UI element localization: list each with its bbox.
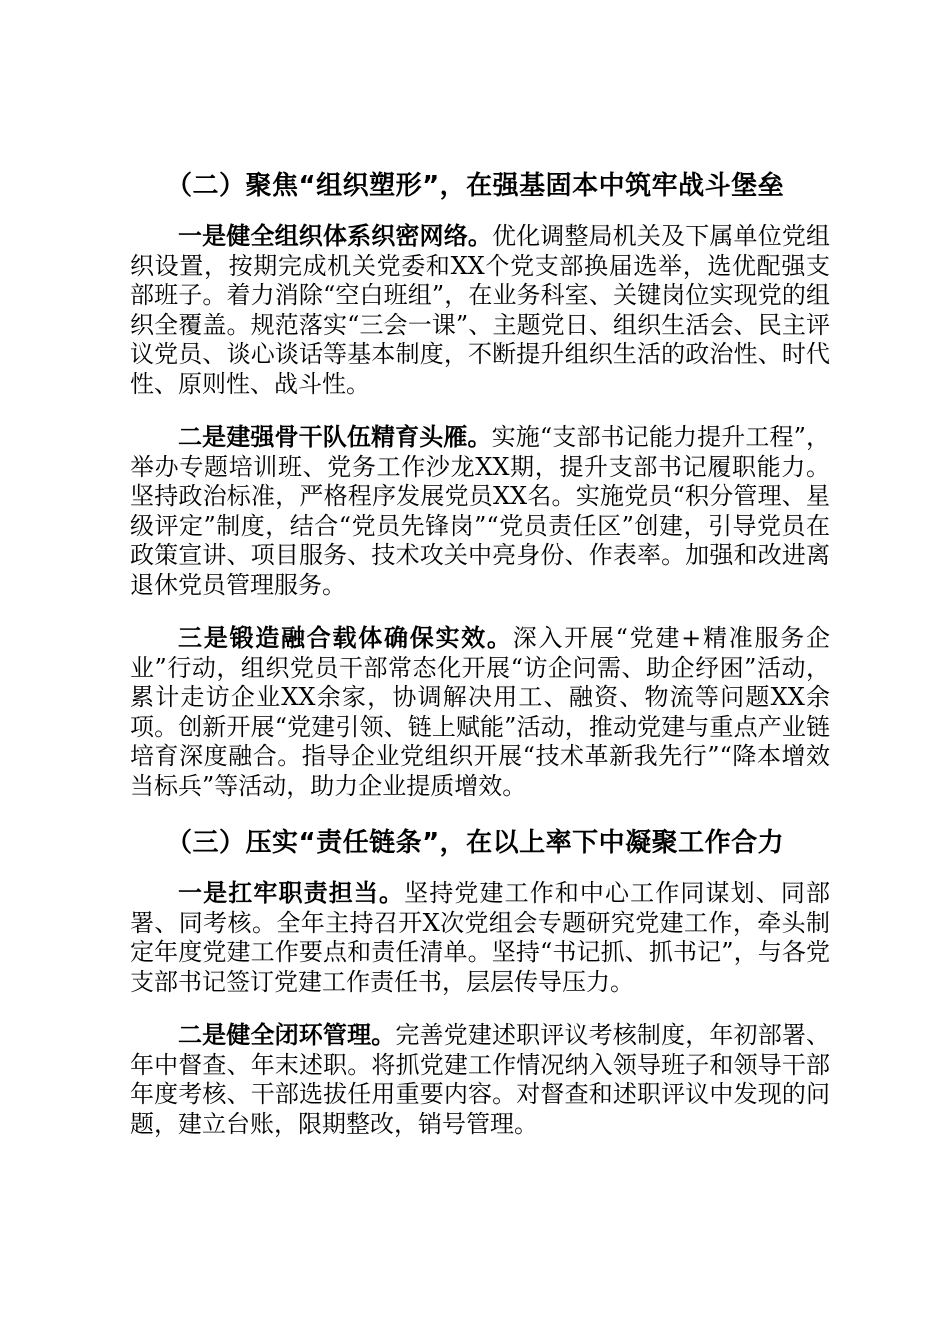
paragraph-body: 实施“支部书记能力提升工程”，举办专题培训班、党务工作沙龙XX期，提升支部书记履职能力。坚持政治标准，严格程序发展党员XX名。实施党员“积分管理、星级评定”制度，结合“党员先锋岗”“党员责任区”创建，引导党员在政策宣讲、项目服务、技术攻关中亮身份、作表率。加强和改进离退休党员管理服务。 — [130, 423, 831, 599]
paragraph — [130, 1021, 830, 1139]
document-body — [130, 168, 830, 1163]
section-heading: （二）聚焦“组织塑形”，在强基固本中筑牢战斗堡垒 — [166, 171, 785, 201]
paragraph-lead: 一是健全组织体系织密网络。 — [178, 222, 492, 250]
paragraph-body: 坚持党建工作和中心工作同谋划、同部署、同考核。全年主持召开X次党组会专题研究党建工作，牵头制定年度党建工作要点和责任清单。坚持“书记抓、抓书记”，与各党支部书记签订党建工作责任书，层层传导压力。 — [130, 879, 831, 996]
paragraph-lead: 二是建强骨干队伍精育头雁。 — [178, 423, 492, 451]
paragraph — [130, 879, 830, 997]
paragraph-body: 优化调整局机关及下属单位党组织设置，按期完成机关党委和XX个党支部换届选举，选优配强支部班子。着力消除“空白班组”，在业务科室、关键岗位实现党的组织全覆盖。规范落实“三会一课”、主题党日、组织生活会、民主评议党员、谈心谈话等基本制度，不断提升组织生活的政治性、时代性、原则性、战斗性。 — [130, 222, 830, 398]
paragraph — [130, 624, 830, 801]
paragraph — [130, 423, 830, 600]
section-2 — [130, 168, 830, 801]
paragraph — [130, 222, 830, 399]
paragraph-body: 深入开展“党建+精准服务企业”行动，组织党员干部常态化开展“访企问需、助企纾困”活动，累计走访企业XX余家，协调解决用工、融资、物流等问题XX余项。创新开展“党建引领、链上赋能”活动，推动党建与重点产业链培育深度融合。指导企业党组织开展“技术革新我先行”“降本增效当标兵”等活动，助力企业提质增效。 — [130, 624, 830, 800]
section-heading: （三）压实“责任链条”，在以上率下中凝聚工作合力 — [166, 828, 785, 858]
paragraph-lead: 二是健全闭环管理。 — [178, 1021, 396, 1049]
paragraph-body: 完善党建述职评议考核制度，年初部署、年中督查、年末述职。将抓党建工作情况纳入领导班子和领导干部年度考核、干部选拔任用重要内容。对督查和述职评议中发现的问题，建立台账，限期整改，销号管理。 — [130, 1021, 831, 1138]
paragraph-lead: 一是扛牢职责担当。 — [178, 879, 405, 907]
paragraph-lead: 三是锻造融合载体确保实效。 — [178, 624, 513, 652]
section-3 — [130, 825, 830, 1139]
